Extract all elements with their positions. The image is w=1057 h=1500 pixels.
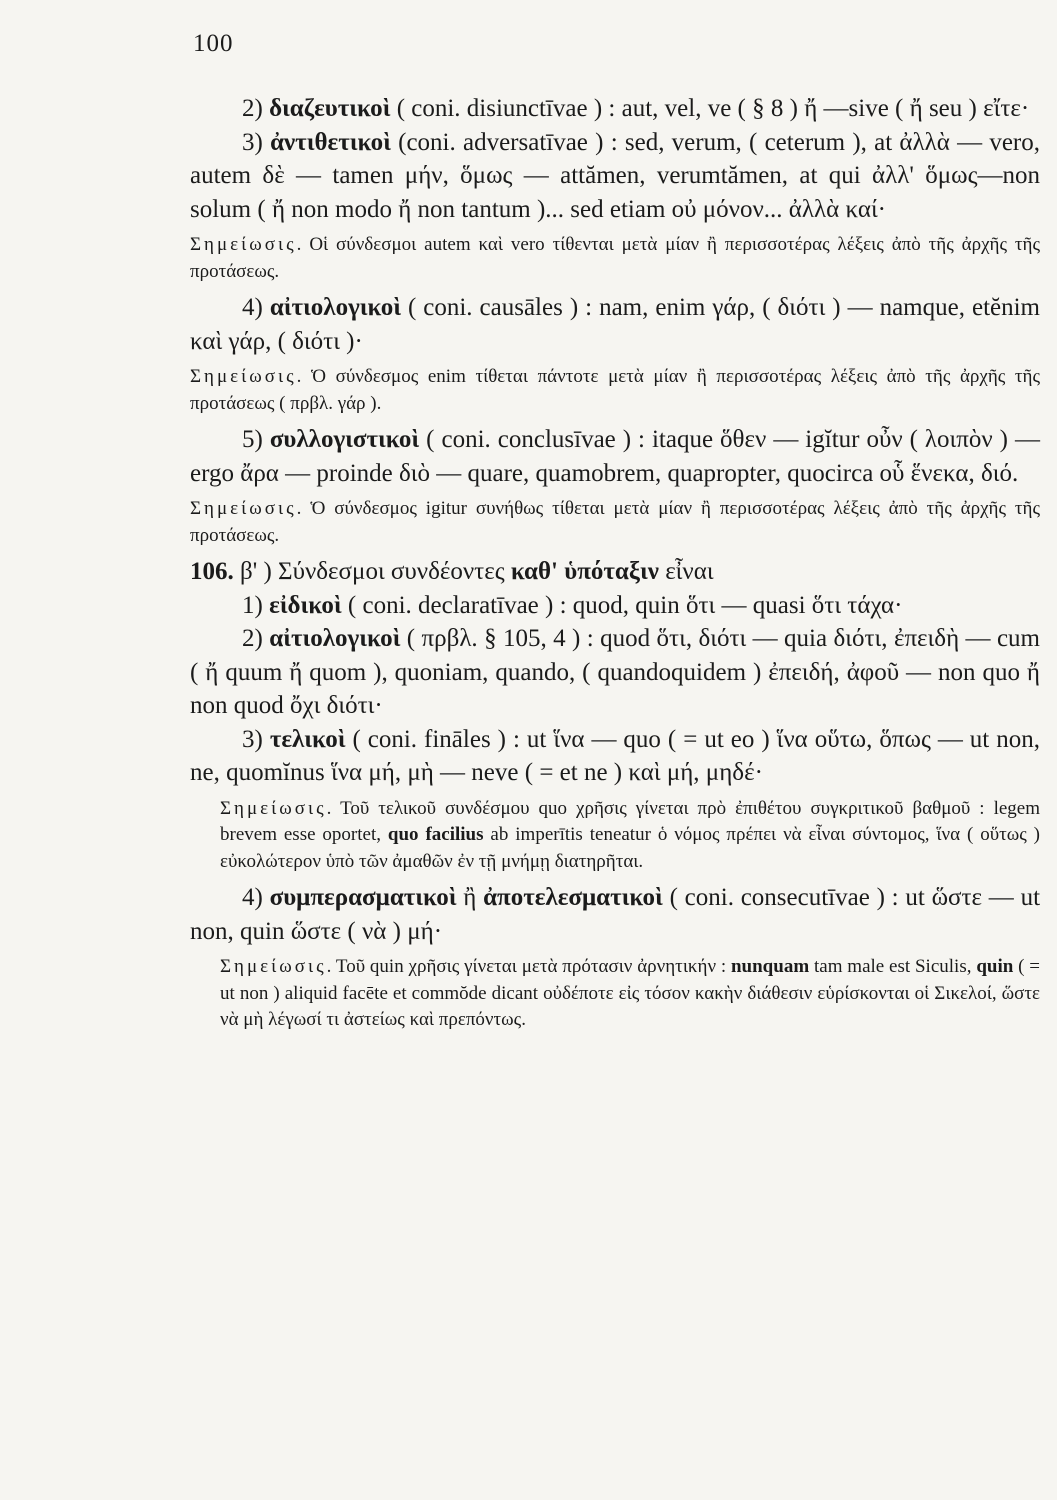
bold-term: nunquam bbox=[730, 956, 810, 977]
remark-paragraph: Σημείωσις. Ὁ σύνδεσμος igitur συνήθως τίθεται μετὰ μίαν ἢ περισσοτέρας λέξεις ἀπὸ τῆς ἀρχῆς τῆς προτάσεως. bbox=[190, 498, 1040, 546]
text-paragraph: 3) τελικοὶ ( coni. fināles ) : ut ἵνα — quo ( = ut eo ) ἵνα οὕτω, ὅπως — ut non, ne, quomĭnus ἵνα μή, μὴ — neve ( = et ne ) καὶ μή, μηδέ· bbox=[190, 725, 1040, 786]
bold-term: αἰτιολογικοὶ bbox=[269, 294, 401, 321]
remark-paragraph: Σημείωσις. Οἱ σύνδεσμοι autem καὶ vero τίθενται μετὰ μίαν ἢ περισσοτέρας λέξεις ἀπὸ τῆς ἀρχῆς τῆς προτάσεως. bbox=[190, 234, 1040, 282]
bold-term: εἰδικοὶ bbox=[269, 591, 342, 619]
section-heading: 106. β' ) Σύνδεσμοι συνδέοντες καθ' ὑπόταξιν εἶναι bbox=[190, 558, 714, 585]
page-number: 100 bbox=[193, 30, 234, 57]
bold-term: αἰτιολογικοὶ bbox=[269, 625, 401, 652]
bold-term: quo facilius bbox=[387, 824, 484, 845]
remark-label: Σημείωσις bbox=[190, 498, 297, 519]
text-paragraph: 5) συλλογιστικοὶ ( coni. conclusīvae ) : itaque ὅθεν — igĭtur οὖν ( λοιπὸν ) — ergo ἄρα — proinde διὸ — quare, quamobrem, quapropter, quocirca οὗ ἕνεκα, διό. bbox=[190, 426, 1040, 487]
remark-paragraph: Σημείωσις. Τοῦ quin χρῆσις γίνεται μετὰ πρότασιν ἀρνητικήν : nunquam tam male est Siculis, quin ( = ut non ) aliquid facēte et commŏde dicant οὐδέποτε εἰς τόσον κακὴν διάθεσιν εὑρίσκονται οἱ Σικελοί, ὥστε νὰ μὴ λέγωσί τι ἀστείως καὶ πρεπόντως. bbox=[220, 956, 1040, 1030]
text-paragraph: 2) αἰτιολογικοὶ ( πρβλ. § 105, 4 ) : quod ὅτι, διότι — quia διότι, ἐπειδὴ — cum ( ἤ quum ἤ quom ), quoniam, quando, ( quandoquidem ) ἐπειδή, ἀφοῦ — non quo ἤ non quod ὄχι διότι· bbox=[190, 625, 1040, 719]
text-paragraph: 1) εἰδικοὶ ( coni. declaratīvae ) : quod, quin ὅτι — quasi ὅτι τάχα· bbox=[242, 591, 903, 619]
remark-label: Σημείωσις bbox=[220, 956, 327, 977]
bold-term: συμπερασματικοὶ bbox=[269, 884, 457, 911]
bold-term: ἀντιθετικοὶ bbox=[270, 128, 391, 156]
text-paragraph: 4) αἰτιολογικοὶ ( coni. causāles ) : nam, enim γάρ, ( διότι ) — namque, etĕnim καὶ γάρ, ( διότι )· bbox=[190, 294, 1040, 355]
text-paragraph: 3) ἀντιθετικοὶ (coni. adversatīvae ) : sed, verum, ( ceterum ), at ἀλλὰ — vero, autem δὲ — tamen μήν, ὅμως — attămen, verumtămen, at qui ἀλλ' ὅμως—non solum ( ἤ non modo ἤ non tantum )... sed etiam οὐ μόνον... ἀλλὰ καί· bbox=[190, 128, 1040, 223]
remark-label: Σημείωσις bbox=[190, 234, 297, 255]
text-paragraph: 4) συμπερασματικοὶ ἢ ἀποτελεσματικοὶ ( coni. consecutīvae ) : ut ὥστε — ut non, quin ὥστε ( νὰ ) μή· bbox=[190, 884, 1041, 945]
page-body bbox=[190, 92, 1040, 1040]
remark-paragraph: Σημείωσις. Τοῦ τελικοῦ συνδέσμου quo χρῆσις γίνεται πρὸ ἐπιθέτου συγκριτικοῦ βαθμοῦ : legem brevem esse oportet, quo facilius ab imperītis teneatur ὁ νόμος πρέπει νὰ εἶναι σύντομος, ἵνα ( οὕτως ) εὐκολώτερον ὑπὸ τῶν ἀμαθῶν ἐν τῇ μνήμῃ διατηρῆται. bbox=[220, 797, 1041, 872]
bold-term: καθ' ὑπόταξιν bbox=[510, 558, 659, 585]
bold-term: ἀποτελεσματικοὶ bbox=[483, 884, 663, 911]
bold-term: συλλογιστικοὶ bbox=[269, 426, 420, 453]
remark-label: Σημείωσις bbox=[220, 797, 327, 819]
bold-term: 106. bbox=[190, 558, 234, 585]
remark-paragraph: Σημείωσις. Ὁ σύνδεσμος enim τίθεται πάντοτε μετὰ μίαν ἢ περισσοτέρας λέξεις ἀπὸ τῆς ἀρχῆς τῆς προτάσεως ( πρβλ. γάρ ). bbox=[190, 366, 1040, 414]
bold-term: διαζευτικοὶ bbox=[269, 95, 391, 122]
bold-term: quin bbox=[976, 956, 1014, 977]
remark-label: Σημείωσις bbox=[190, 366, 297, 387]
text-paragraph: 2) διαζευτικοὶ ( coni. disiunctīvae ) : aut, vel, ve ( § 8 ) ἤ —sive ( ἤ seu ) εἴτε· bbox=[242, 95, 1030, 122]
bold-term: τελικοὶ bbox=[269, 725, 346, 753]
